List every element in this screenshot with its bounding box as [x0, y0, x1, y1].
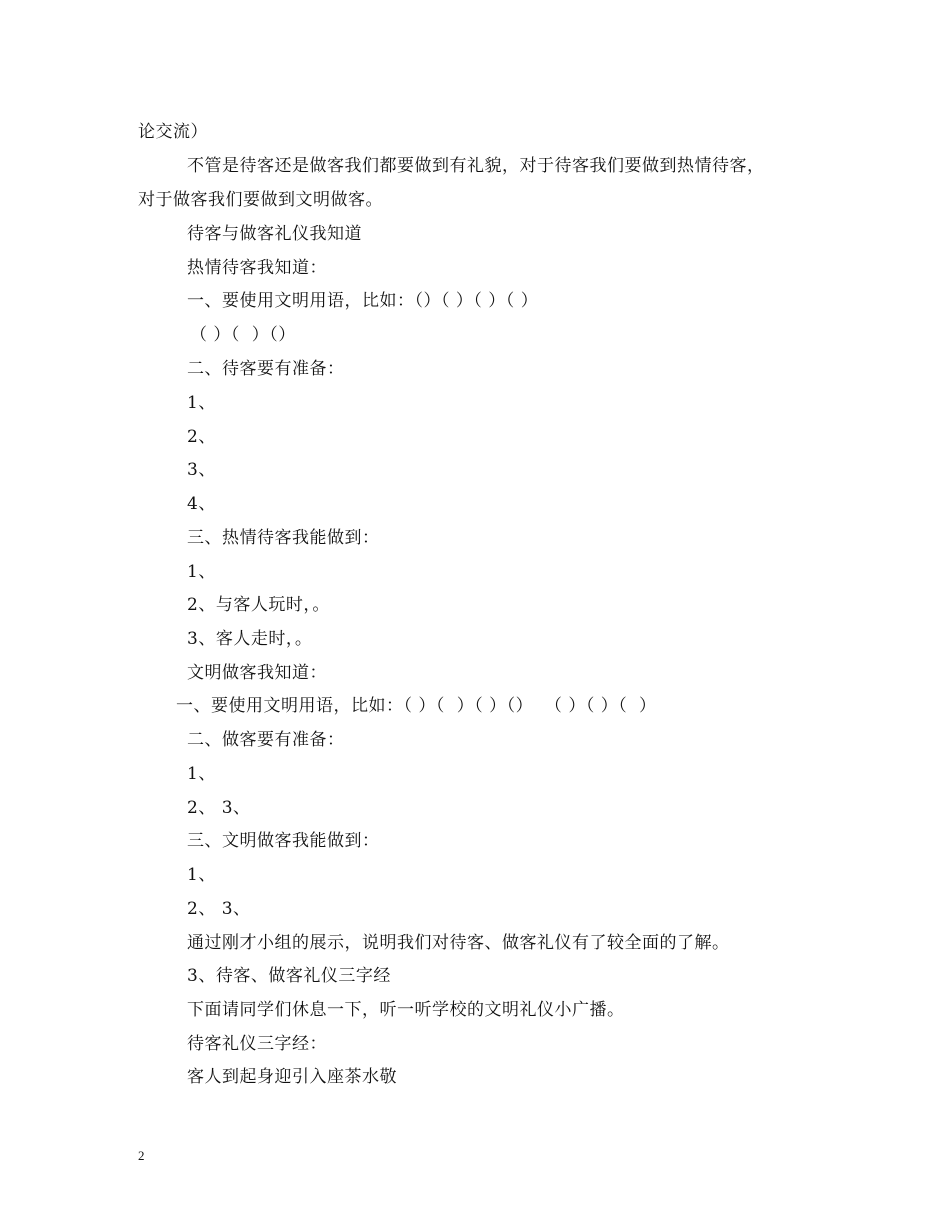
- text-line: 1、: [187, 865, 216, 885]
- text-line: 二、做客要有准备：: [187, 730, 345, 750]
- text-line: 2、与客人玩时，。: [187, 595, 330, 615]
- text-line: 三、热情待客我能做到：: [187, 528, 380, 548]
- text-line: 文明做客我知道：: [187, 663, 327, 683]
- text-line: 待客礼仪三字经：: [187, 1034, 327, 1054]
- text-line: 三、文明做客我能做到：: [187, 831, 380, 851]
- text-line: 论交流）: [138, 122, 208, 142]
- text-line: 通过刚才小组的展示，说明我们对待客、做客礼仪有了较全面的了解。: [187, 933, 730, 953]
- text-line: 3、客人走时，。: [187, 629, 313, 649]
- text-line: 3、: [187, 460, 216, 480]
- text-line: 二、待客要有准备：: [187, 359, 345, 379]
- text-line: 3、待客、做客礼仪三字经: [187, 966, 391, 986]
- text-line: 热情待客我知道：: [187, 258, 327, 278]
- text-line: 1、: [187, 562, 216, 582]
- text-line: （ ）（ ）（）: [190, 325, 296, 345]
- text-line: 1、: [187, 393, 216, 413]
- text-line: 4、: [187, 494, 216, 514]
- text-line: 不管是待客还是做客我们都要做到有礼貌，对于待客我们要做到热情待客，: [187, 156, 765, 176]
- text-line: 对于做客我们要做到文明做客。: [138, 190, 383, 210]
- text-line: 客人到起身迎引入座茶水敬: [187, 1067, 397, 1087]
- text-line: 一、要使用文明用语，比如：（）（ ）（ ）（ ）: [187, 291, 539, 311]
- text-line: 2、 3、: [187, 798, 251, 818]
- text-line: 2、: [187, 427, 216, 447]
- text-line: 待客与做客礼仪我知道: [187, 224, 362, 244]
- text-line: 2、 3、: [187, 899, 251, 919]
- text-line: 一、要使用文明用语，比如：（ ）（ ）（ ）（） （ ）（ ）（ ）: [176, 696, 657, 716]
- page-number: 2: [138, 1148, 145, 1163]
- text-line: 1、: [187, 764, 216, 784]
- text-line: 下面请同学们休息一下，听一听学校的文明礼仪小广播。: [187, 1000, 625, 1020]
